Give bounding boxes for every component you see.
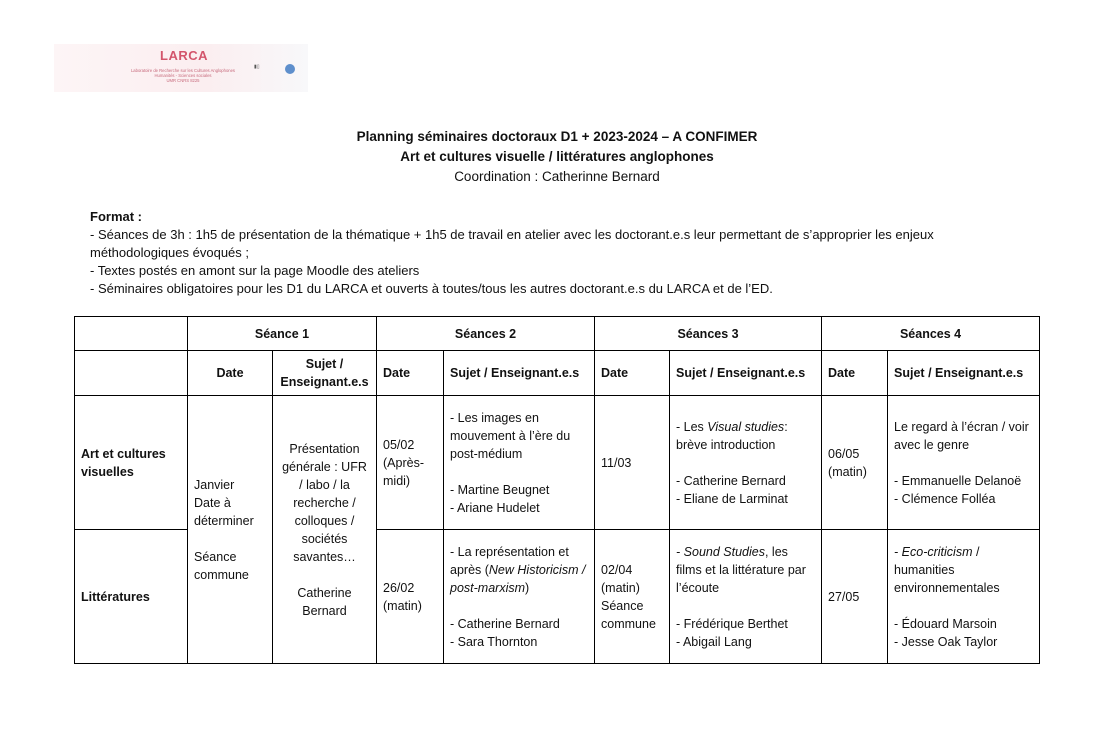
art-s4-subject: Le regard à l’écran / voir avec le genre - Emmanuelle Delanoë - Clémence Folléa <box>888 396 1040 530</box>
lit-s2-subject <box>444 530 595 664</box>
art-s2-subject: - Les images en mouvement à l’ère du post-médium - Martine Beugnet - Ariane Hudelet <box>444 396 595 530</box>
format-item: - Textes postés en amont sur la page Moodle des ateliers <box>90 263 420 278</box>
logo-subtitle: Laboratoire de Recherche sur les Cultures Anglophones Humanités - Sciences sociales UMR CNRS 8225 <box>130 68 236 83</box>
subject-italic: Visual studies <box>707 419 785 434</box>
format-item: - Séances de 3h : 1h5 de présentation de la thématique + 1h5 de travail en atelier avec les doctorant.e.s leur permettant de s’approprier les enjeux méthodologiques évoqués ; <box>90 227 934 260</box>
lit-s4-subject <box>888 530 1040 664</box>
subject-text: - La représentation et après ( <box>450 544 569 577</box>
subject-text: - Les <box>676 419 708 434</box>
empty-cell <box>75 317 188 351</box>
format-item: - Séminaires obligatoires pour les D1 du LARCA et ouverts à toutes/tous les autres doctorant.e.s du LARCA et de l’ED. <box>90 281 773 296</box>
subject-text: : brève introduction - Catherine Bernard - Eliane de Larminat <box>676 419 788 506</box>
subject-text: ) - Catherine Bernard - Sara Thornton <box>450 580 560 649</box>
session-header: Séances 3 <box>595 317 822 351</box>
date-header: Date <box>822 351 888 396</box>
format-section <box>90 208 990 298</box>
empty-cell <box>75 351 188 396</box>
row-label-lit: Littératures <box>75 530 188 664</box>
subject-italic: - Sound Studies <box>676 544 765 559</box>
art-s3-date: 11/03 <box>595 396 670 530</box>
page-subtitle: Art et cultures visuelle / littératures anglophones <box>400 149 714 164</box>
logo-title: LARCA <box>160 48 208 63</box>
table-row <box>75 317 1040 351</box>
art-s4-date: 06/05 (matin) <box>822 396 888 530</box>
session-header: Séances 4 <box>822 317 1040 351</box>
subject-header: Sujet / Enseignant.e.s <box>670 351 822 396</box>
seance1-subject: Présentation générale : UFR / labo / la recherche / colloques / sociétés savantes… Catherine Bernard <box>273 396 377 664</box>
schedule-table <box>74 316 1040 664</box>
cnrs-circle-icon <box>285 64 295 74</box>
seance1-date: Janvier Date à déterminer Séance commune <box>188 396 273 664</box>
date-header: Date <box>377 351 444 396</box>
subject-header: Sujet / Enseignant.e.s <box>273 351 377 396</box>
table-row <box>75 351 1040 396</box>
coordination: Coordination : Catherinne Bernard <box>454 169 660 184</box>
subject-header: Sujet / Enseignant.e.s <box>888 351 1040 396</box>
subject-italic: New Historicism / post-marxism <box>450 562 586 595</box>
row-label-art: Art et cultures visuelles <box>75 396 188 530</box>
lit-s2-date: 26/02 (matin) <box>377 530 444 664</box>
session-header: Séance 1 <box>188 317 377 351</box>
document-header <box>0 127 1114 187</box>
format-title: Format : <box>90 209 142 224</box>
art-s3-subject <box>670 396 822 530</box>
subject-italic: - Eco-criticism <box>894 544 973 559</box>
subject-text: / humanities environnementales - Édouard Marsoin - Jesse Oak Taylor <box>894 544 1000 649</box>
page-title: Planning séminaires doctoraux D1 + 2023-2024 – A CONFIMER <box>356 129 758 144</box>
art-s2-date: 05/02 (Après-midi) <box>377 396 444 530</box>
table-row <box>75 396 1040 530</box>
subject-header: Sujet / Enseignant.e.s <box>444 351 595 396</box>
lit-s3-date: 02/04 (matin) Séance commune <box>595 530 670 664</box>
date-header: Date <box>595 351 670 396</box>
lit-s4-date: 27/05 <box>822 530 888 664</box>
lit-s3-subject <box>670 530 822 664</box>
university-mark-icon: ▮▯ <box>254 64 260 70</box>
larca-logo <box>54 44 308 92</box>
subject-text: , les films et la littérature par l’écoute - Frédérique Berthet - Abigail Lang <box>676 544 806 649</box>
date-header: Date <box>188 351 273 396</box>
session-header: Séances 2 <box>377 317 595 351</box>
